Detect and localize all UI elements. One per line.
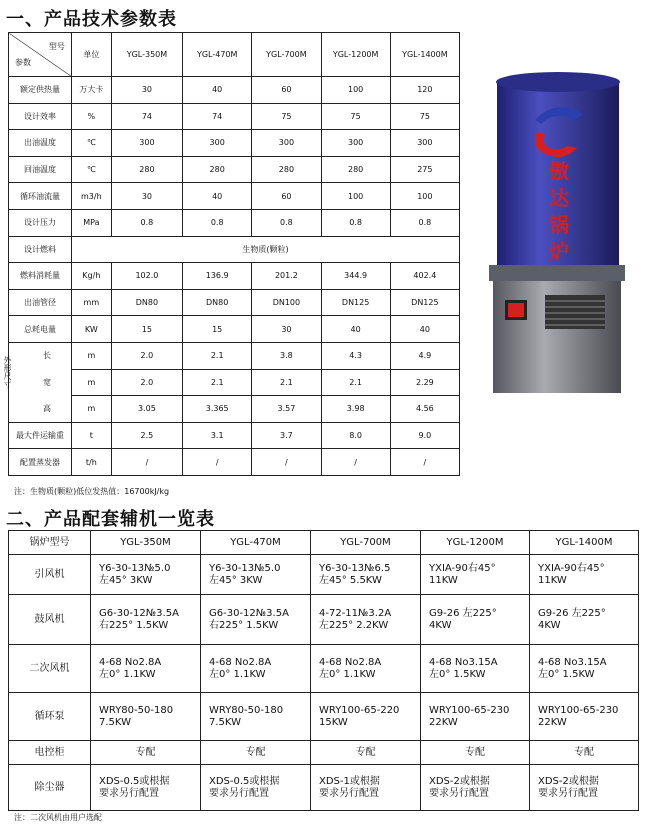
aux-cell (91, 555, 201, 595)
aux-row-label: 循环泵 (9, 693, 91, 741)
aux-cell-line: WRY100-65-230 (538, 704, 619, 716)
aux-cell-line: 专配 (465, 746, 485, 758)
param-unit: KW (71, 316, 111, 343)
aux-cell-line: 左0° 1.5KW (429, 668, 486, 680)
aux-cell-line: Y6-30-13№5.0 (99, 562, 171, 574)
param-value: 2.5 (111, 422, 182, 449)
aux-cell (91, 595, 201, 645)
aux-cell (311, 693, 421, 741)
aux-model-header: YGL-1400M (530, 531, 639, 555)
param-value: 74 (183, 103, 252, 130)
aux-cell-line: Y6-30-13№5.0 (209, 562, 281, 574)
boiler-top-cap (496, 72, 620, 92)
param-unit: t (71, 422, 111, 449)
aux-cell (421, 741, 530, 765)
dim-value: 3.365 (183, 396, 252, 423)
aux-row (9, 595, 639, 645)
aux-cell-line: 要求另行配置 (209, 787, 269, 799)
param-span-value: 生物质(颗粒) (71, 236, 459, 263)
aux-cell-line: 4KW (429, 619, 452, 631)
dim-value: 2.29 (390, 369, 459, 396)
aux-cell-line: XDS-2或根据 (429, 775, 490, 787)
aux-row-label: 电控柜 (9, 741, 91, 765)
aux-cell-line: WRY80-50-180 (99, 704, 174, 716)
aux-model-header: YGL-1200M (421, 531, 530, 555)
aux-model-header: YGL-700M (311, 531, 421, 555)
param-value: 300 (183, 130, 252, 157)
param-value: 15 (183, 316, 252, 343)
aux-row (9, 555, 639, 595)
dim-value: 2.1 (252, 369, 321, 396)
aux-cell (421, 693, 530, 741)
dim-value: 2.1 (321, 369, 390, 396)
param-value: 30 (111, 183, 182, 210)
param-value: 60 (252, 183, 321, 210)
param-unit: MPa (71, 209, 111, 236)
aux-cell-line: 11KW (538, 574, 567, 586)
param-value: 40 (183, 77, 252, 104)
dim-value: 2.0 (111, 369, 182, 396)
param-unit: 万大卡 (71, 77, 111, 104)
param-value: 275 (390, 156, 459, 183)
unit-header: 单位 (71, 33, 111, 77)
param-value: 0.8 (111, 209, 182, 236)
aux-cell-line: WRY100-65-220 (319, 704, 400, 716)
aux-cell-line: 22KW (538, 716, 567, 728)
spec-corner-cell (9, 33, 72, 77)
param-value: 300 (252, 130, 321, 157)
dim-value: 4.9 (390, 342, 459, 369)
boiler-base (493, 273, 621, 393)
dim-unit: m (71, 396, 111, 423)
aux-model-header: YGL-470M (201, 531, 311, 555)
aux-cell-line: 要求另行配置 (99, 787, 159, 799)
aux-cell (530, 765, 639, 811)
dim-value: 3.8 (252, 342, 321, 369)
param-label: 配置蒸发器 (9, 449, 72, 476)
aux-cell (91, 741, 201, 765)
dims-group-label: 外形尺寸 (2, 356, 12, 389)
param-label: 循环油流量 (9, 183, 72, 210)
param-value: / (321, 449, 390, 476)
aux-cell (311, 765, 421, 811)
note-secondary-fan: 注：二次风机由用户选配 (14, 813, 102, 822)
aux-cell (91, 693, 201, 741)
spec-row (9, 263, 460, 290)
aux-cell-line: 右225° 1.5KW (99, 619, 169, 631)
aux-cell-line: 7.5KW (99, 716, 131, 728)
aux-cell-line: YXIA-90右45° (538, 562, 605, 574)
spec-row (9, 209, 460, 236)
param-label: 设计效率 (9, 103, 72, 130)
param-value: 74 (111, 103, 182, 130)
aux-cell (421, 765, 530, 811)
aux-cell-line: 左0° 1.1KW (99, 668, 156, 680)
spec-row (9, 77, 460, 104)
aux-cell-line: 左45° 5.5KW (319, 574, 382, 586)
param-unit: m3/h (71, 183, 111, 210)
logo-char-2: 达 (549, 186, 569, 210)
dim-value: 4.3 (321, 342, 390, 369)
aux-cell-line: G6-30-12№3.5A (99, 607, 179, 619)
logo-char-3: 锅 (549, 213, 569, 237)
param-value: 30 (111, 77, 182, 104)
aux-cell (201, 555, 311, 595)
spec-row (9, 449, 460, 476)
aux-cell-line: 7.5KW (209, 716, 241, 728)
dim-value: 2.1 (183, 369, 252, 396)
param-label: 额定供热量 (9, 77, 72, 104)
param-value: 40 (183, 183, 252, 210)
aux-cell-line: 15KW (319, 716, 348, 728)
aux-cell (311, 595, 421, 645)
param-value: 75 (390, 103, 459, 130)
param-value: 402.4 (390, 263, 459, 290)
aux-header-label: 锅炉型号 (9, 531, 91, 555)
aux-cell-line: 要求另行配置 (429, 787, 489, 799)
aux-cell-line: 4-68 No2.8A (99, 656, 162, 668)
param-value: 0.8 (183, 209, 252, 236)
aux-cell-line: 左0° 1.5KW (538, 668, 595, 680)
param-unit: ℃ (71, 130, 111, 157)
dim-row (9, 342, 460, 369)
aux-cell-line: G9-26 左225° (538, 607, 606, 619)
param-label: 最大件运输重 (9, 422, 72, 449)
aux-cell-line: 左0° 1.1KW (319, 668, 376, 680)
param-value: / (183, 449, 252, 476)
aux-cell-line: XDS-0.5或根据 (209, 775, 280, 787)
spec-row (9, 316, 460, 343)
aux-cell-line: 专配 (574, 746, 594, 758)
aux-cell (530, 693, 639, 741)
model-header: YGL-470M (183, 33, 252, 77)
aux-cell-line: 专配 (355, 746, 376, 758)
param-value: DN80 (111, 289, 182, 316)
dim-unit: m (71, 342, 111, 369)
aux-cell-line: G9-26 左225° (429, 607, 497, 619)
dim-row (9, 396, 460, 423)
param-value: 75 (252, 103, 321, 130)
aux-cell (311, 741, 421, 765)
aux-row-label: 鼓风机 (9, 595, 91, 645)
param-value: 0.8 (321, 209, 390, 236)
param-label: 回油温度 (9, 156, 72, 183)
model-header: YGL-1200M (321, 33, 390, 77)
param-value: 15 (111, 316, 182, 343)
aux-row (9, 693, 639, 741)
aux-row-label: 二次风机 (9, 645, 91, 693)
aux-model-header: YGL-350M (91, 531, 201, 555)
param-value: 3.7 (252, 422, 321, 449)
param-value: 40 (321, 316, 390, 343)
aux-cell (201, 595, 311, 645)
aux-cell-line: 4-68 No2.8A (209, 656, 272, 668)
aux-cell (201, 765, 311, 811)
spec-row (9, 130, 460, 157)
aux-cell (311, 645, 421, 693)
aux-cell-line: 4-68 No3.15A (429, 656, 498, 668)
param-value: 280 (111, 156, 182, 183)
boiler-door-inner (508, 303, 524, 317)
param-value: 100 (321, 77, 390, 104)
param-unit: % (71, 103, 111, 130)
aux-cell-line: 专配 (245, 746, 266, 758)
dim-value: 2.1 (183, 342, 252, 369)
aux-cell-line: G6-30-12№3.5A (209, 607, 289, 619)
section2-title: 二、产品配套辅机一览表 (6, 509, 215, 530)
aux-cell (91, 765, 201, 811)
spec-row (9, 103, 460, 130)
param-label: 总耗电量 (9, 316, 72, 343)
dim-label: 宽 (42, 377, 51, 387)
aux-cell-line: XDS-0.5或根据 (99, 775, 170, 787)
dim-value: 3.98 (321, 396, 390, 423)
aux-cell (530, 595, 639, 645)
aux-cell-line: 4KW (538, 619, 561, 631)
dim-unit: m (71, 369, 111, 396)
param-value: 136.9 (183, 263, 252, 290)
param-unit: Kg/h (71, 263, 111, 290)
param-value: 344.9 (321, 263, 390, 290)
spec-row (9, 289, 460, 316)
aux-cell-line: 4-72-11№3.2A (319, 607, 392, 619)
param-label: 出油温度 (9, 130, 72, 157)
param-value: DN100 (252, 289, 321, 316)
corner-model-label: 型号 (48, 42, 65, 51)
aux-table (8, 530, 639, 811)
dim-value: 3.05 (111, 396, 182, 423)
corner-param-label: 参数 (15, 58, 31, 67)
boiler-image (475, 60, 650, 400)
aux-cell (530, 645, 639, 693)
aux-cell-line: 4-68 No3.15A (538, 656, 607, 668)
dim-label: 高 (42, 404, 51, 414)
dim-value: 3.57 (252, 396, 321, 423)
param-label: 燃料消耗量 (9, 263, 72, 290)
aux-cell (311, 555, 421, 595)
aux-cell (201, 693, 311, 741)
spec-header-row (9, 33, 460, 77)
param-label: 设计燃料 (9, 236, 72, 263)
aux-cell-line: 22KW (429, 716, 458, 728)
boiler-base-band (489, 265, 625, 281)
note-fuel: 注：生物质(颗粒)低位发热值：16700kJ/kg (14, 487, 170, 496)
param-value: 100 (321, 183, 390, 210)
param-value: DN125 (390, 289, 459, 316)
aux-cell (421, 645, 530, 693)
aux-cell-line: 要求另行配置 (538, 787, 598, 799)
param-value: 8.0 (321, 422, 390, 449)
param-value: 102.0 (111, 263, 182, 290)
aux-cell-line: 专配 (135, 746, 156, 758)
param-value: 201.2 (252, 263, 321, 290)
section1-title: 一、产品技术参数表 (6, 9, 177, 30)
dim-value: 4.56 (390, 396, 459, 423)
dim-label-cell (2, 342, 72, 389)
spec-row (9, 236, 460, 263)
param-value: 300 (390, 130, 459, 157)
param-value: DN125 (321, 289, 390, 316)
aux-cell-line: YXIA-90右45° (429, 562, 496, 574)
aux-row-label: 除尘器 (9, 765, 91, 811)
param-value: 0.8 (390, 209, 459, 236)
param-value: / (390, 449, 459, 476)
aux-cell-line: 左45° 3KW (99, 574, 153, 586)
logo-char-4: 炉 (549, 240, 569, 264)
aux-cell (201, 645, 311, 693)
param-value: 40 (390, 316, 459, 343)
param-value: 280 (183, 156, 252, 183)
dim-label-cell (9, 396, 72, 423)
param-value: 300 (111, 130, 182, 157)
model-header: YGL-1400M (390, 33, 459, 77)
aux-cell (530, 555, 639, 595)
aux-cell-line: 4-68 No2.8A (319, 656, 382, 668)
aux-cell (421, 555, 530, 595)
param-value: 0.8 (252, 209, 321, 236)
spec-table (2, 32, 460, 476)
param-value: 60 (252, 77, 321, 104)
aux-cell-line: 11KW (429, 574, 458, 586)
param-label: 出油管径 (9, 289, 72, 316)
aux-cell-line: XDS-2或根据 (538, 775, 599, 787)
param-value: 75 (321, 103, 390, 130)
dim-row (9, 369, 460, 396)
aux-cell-line: WRY80-50-180 (209, 704, 284, 716)
aux-cell-line: XDS-1或根据 (319, 775, 380, 787)
param-value: 280 (252, 156, 321, 183)
param-value: / (111, 449, 182, 476)
aux-cell-line: 左0° 1.1KW (209, 668, 266, 680)
aux-row-label: 引风机 (9, 555, 91, 595)
param-unit: ℃ (71, 156, 111, 183)
param-value: 300 (321, 130, 390, 157)
aux-cell-line: WRY100-65-230 (429, 704, 510, 716)
dim-label: 长 (42, 351, 51, 361)
logo-char-1: 傲 (549, 159, 569, 183)
param-value: 30 (252, 316, 321, 343)
param-value: DN80 (183, 289, 252, 316)
param-label: 设计压力 (9, 209, 72, 236)
spec-row (9, 422, 460, 449)
aux-cell (421, 595, 530, 645)
model-header: YGL-350M (111, 33, 182, 77)
boiler-grille (545, 295, 605, 329)
aux-row (9, 741, 639, 765)
param-value: / (252, 449, 321, 476)
aux-header-row (9, 531, 639, 555)
aux-cell-line: 左225° 2.2KW (319, 619, 389, 631)
aux-cell-line: 要求另行配置 (319, 787, 379, 799)
param-value: 9.0 (390, 422, 459, 449)
model-header: YGL-700M (252, 33, 321, 77)
aux-cell (201, 741, 311, 765)
spec-row (9, 183, 460, 210)
param-value: 280 (321, 156, 390, 183)
aux-cell-line: Y6-30-13№6.5 (319, 562, 391, 574)
spec-row (9, 156, 460, 183)
param-unit: t/h (71, 449, 111, 476)
aux-row (9, 765, 639, 811)
dim-label-cell (9, 369, 72, 396)
param-unit: mm (71, 289, 111, 316)
param-value: 3.1 (183, 422, 252, 449)
aux-cell (91, 645, 201, 693)
aux-cell-line: 右225° 1.5KW (209, 619, 279, 631)
aux-cell-line: 左45° 3KW (209, 574, 263, 586)
param-value: 100 (390, 183, 459, 210)
aux-cell (530, 741, 639, 765)
dim-value: 2.0 (111, 342, 182, 369)
aux-row (9, 645, 639, 693)
param-value: 120 (390, 77, 459, 104)
